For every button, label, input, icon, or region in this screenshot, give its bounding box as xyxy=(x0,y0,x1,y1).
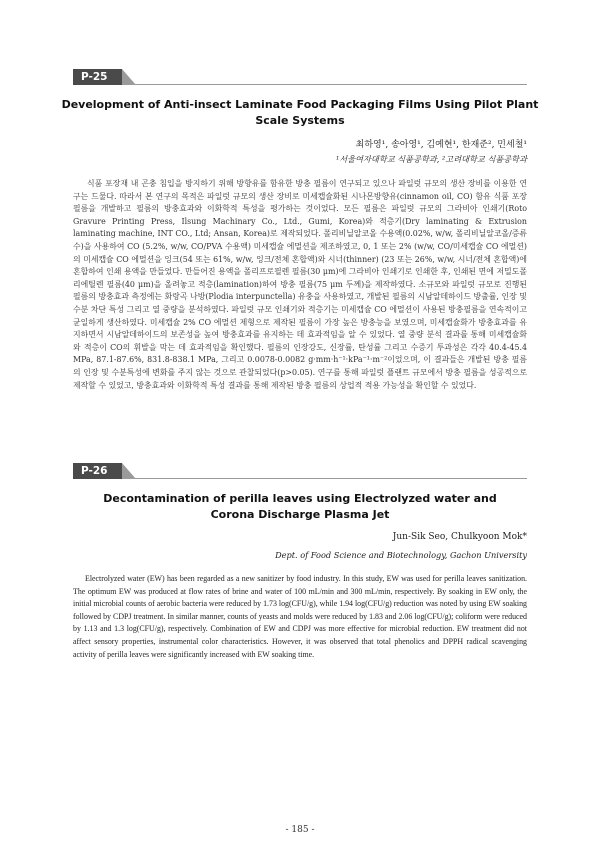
title-line: Corona Discharge Plasma Jet xyxy=(210,508,390,521)
paper-title xyxy=(60,97,540,129)
title-line: Development of Anti-insect Laminate Food Packaging Films Using Pilot Plant xyxy=(61,98,539,111)
section-tag: P-25 xyxy=(73,69,122,85)
affiliation: ¹서울여자대학교 식품공학과, ²고려대학교 식품공학과 xyxy=(336,154,527,164)
section-divider xyxy=(73,84,527,85)
authors: Jun-Sik Seo, Chulkyoon Mok* xyxy=(392,532,527,542)
paper-title xyxy=(60,491,540,523)
abstract: 식품 포장재 내 곤충 침입을 방지하기 위해 방향유를 함유한 방충 필름이 연구되고 있으나 파일럿 규모의 생산 장비를 이용한 연구는 드물다. 따라서 본 연구의 목적은 파일럿 규모의 생산 장비로 미세캡슐화된 시나몬방향유(cinnamon oil, CO) 함유 식품 포장 필름을 개발하고 필름의 방충효과와 이화학적 특성을 평가하는 것이었다. 모든 필름은 파일럿 규모의 그라비아 인쇄기(Roto Gravure Printing Press, Ilsung Machinary Co., Ltd., Gumi, Korea)와 적층기(Dry laminating & Extrusion laminating machine, INT CO., Ltd; Ansan, Korea)로 제작되었다. 폴리비닐알코올 수용액(0.02%, w/w, 폴리비닐알코올/증류수)을 사용하여 CO (5.2%, w/w, CO/PVA 수용액) 미세캡슐 에멀션을 제조하였고, 0, 1 또는 2% (w/w, CO/미세캡슐 CO 에멀션)의 미세캡슐 CO 에멀션을 잉크(54 또는 61%, w/w, 잉크/전체 혼합액)와 시너(thinner) (23 또는 26%, w/w, 시너/전체 혼합액)에 혼합하여 인쇄 용액을 만들었다. 만들어진 용액을 폴리프로필렌 필름(30 μm)에 그라비아 인쇄기로 인쇄한 후, 인쇄된 면에 저밀도폴리에틸렌 필름(40 μm)을 올려놓고 적층(lamination)하여 방충 필름(75 μm 두께)을 제작하였다. 소규모와 파일럿 규모로 진행된 필름의 방충효과 측정에는 화랑곡 나방(Plodia interpunctella) 유충을 사용하였고, 개발된 필름의 시남알데하이드 방출률, 인장 및 수분 차단 특성 그리고 열 중량을 분석하였다. 파일럿 규모 인쇄기와 적층기는 미세캡슐 CO 에멀션이 사용된 방충필름을 연속적이고 균일하게 생산하였다. 미세캡슐 2% CO 에멀션 제형으로 제작된 필름이 가장 높은 방충능을 보였으며, 미세캡슐화가 방충효과를 유지하면서 시남알데하이드의 보존성을 높여 방충효과를 유지하는 데 효과적임을 알 수 있었다. 열 중량 분석 결과를 통해 미세캡슐화와 적층이 CO의 휘발을 막는 데 효과적임을 확인했다. 필름의 인장강도, 신장률, 탄성률 그리고 수증기 투과성은 각각 40.4-45.4 MPa, 87.1-87.6%, 831.8-838.1 MPa, 그리고 0.0078-0.0082 g·mm·h⁻¹·kPa⁻¹·m⁻²이었으며, 이 결과들은 개발된 방충 필름의 인장 및 수분특성에 변화를 주지 않는 것으로 관찰되었다(p>0.05). 연구를 통해 파일럿 플랜트 규모에서 방충 필름을 성공적으로 제작할 수 있었고, 방충효과와 이화학적 특성 결과를 통해 제작된 방충 필름의 상업적 적용 가능성을 확인할 수 있었다. xyxy=(73,179,527,390)
title-line: Decontamination of perilla leaves using Electrolyzed water and xyxy=(103,492,497,505)
abstract: Electrolyzed water (EW) has been regarded as a new sanitizer by food industry. In this study, EW was used for perilla leaves sanitization. The optimum EW was produced at flow rates of brine and water of 100 mL/min and 300 mL/min, respectively. By soaking in EW only, the initial microbial counts of aerobic bacteria were reduced by 1.73 log(CFU/g), while 1.94 log(CFU/g) reduction was noted by using EW soaking followed by CDPJ treatment. In similar manner, counts of yeasts and molds were reduced by 1.83 and 2.06 log(CFU/g); coliform were reduced by 1.13 and 1.3 log(CFU/g), respectively. Combination of EW and CDPJ was more effective for microbial reduction. EW treatment did not affect sensory properties, instrumental color characteristics. However, it was observed that total phenolics and DPPH radical scavenging activity of perilla leaves were significantly increased with EW soaking time. xyxy=(73,574,527,659)
section-divider xyxy=(73,478,527,479)
section-tag: P-26 xyxy=(73,463,122,479)
title-line: Scale Systems xyxy=(255,114,345,127)
page-number: - 185 - xyxy=(285,825,315,835)
affiliation: Dept. of Food Science and Biotechnology, Gachon University xyxy=(275,550,527,560)
authors: 최하영¹, 송아영¹, 김예현¹, 한재준², 민세철¹ xyxy=(355,140,527,150)
